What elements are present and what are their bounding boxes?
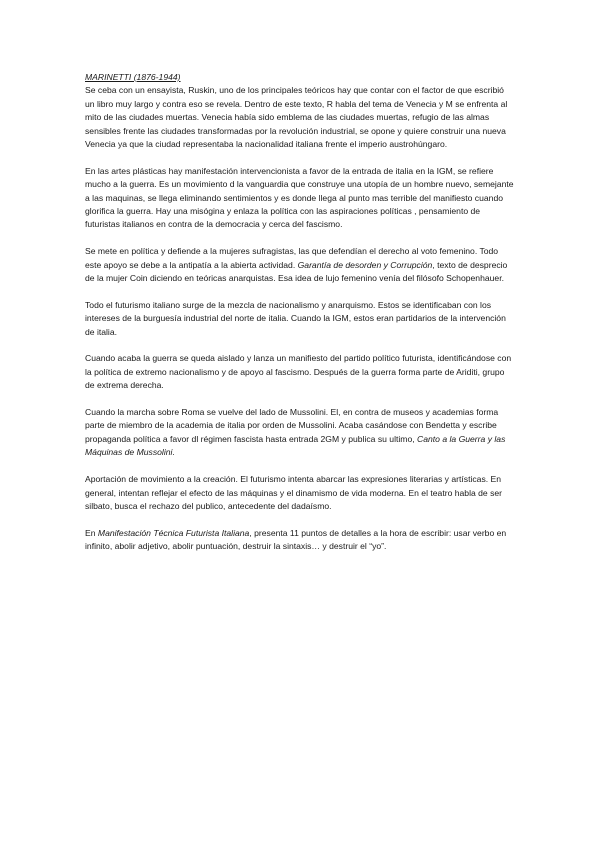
paragraph-text: , presenta 11 puntos de detalles a la hora de escribir: usar verbo en infinito, abolir adjetivo, abolir puntuación, destruir la sintaxis… y destruir el “yo”. [85, 527, 507, 552]
paragraph-text: En las artes plásticas hay manifestación intervencionista a favor de la entrada de italia en la IGM, se refiere mucho a la guerra. Es un movimiento d la vanguardia que construye una utopía de un hombre nuevo, semejante a las maquinas, se llega eliminando sentimientos y es donde llega al punto mas terrible del manifiesto cuando glorifica la guerra. Hay una misógina y enlaza la política con las aspiraciones políticas , pensamiento de futuristas italianos en contra de la democracia y cerca del fascismo. [85, 165, 514, 230]
paragraph-text: Todo el futurismo italiano surge de la mezcla de nacionalismo y anarquismo. Estos se identificaban con los intereses de la burguesía industrial del norte de italia. Cuando la IGM, estos eran partidarios de la intervención de italia. [85, 299, 506, 337]
paragraph-text: Se ceba con un ensayista, Ruskin, uno de los principales teóricos hay que contar con el factor de que escribió un libro muy largo y contra eso se revela. Dentro de este texto, R habla del tema de Venecia y M se enfrenta al mito de las ciudades muertas. Venecia había sido emblema de las ciudades muertas, refugio de las almas sensibles frente las ciudades transformadas por la revolución industrial, se opone y quiere construir una nueva Venecia ya que la ciudad representaba la nacionalidad italiana frente el imperio austrohúngaro. [85, 85, 508, 150]
paragraph [85, 245, 515, 285]
paragraph-text: Cuando acaba la guerra se queda aislado y lanza un manifiesto del partido político futurista, identificándose con la política de extremo nacionalismo y de apoyo al fascismo. Después de la guerra forma parte de Ariditi, grupo de extrema derecha. [85, 353, 512, 391]
paragraph-text: . [172, 447, 175, 458]
paragraph-text: , texto de desprecio de la mujer Coin diciendo en teóricas anarquistas. Esa idea de lujo femenino venía del filósofo Schopenhauer. [85, 259, 508, 284]
paragraph [85, 165, 515, 232]
paragraph-text: Aportación de movimiento a la creación. El futurismo intenta abarcar las expresiones literarias y artísticas. En general, intentan reflejar el efecto de las máquinas y el dinamismo de vida moderna. En el teatro habla de ser silbato, busca el rechazo del publico, antecedente del dadaísmo. [85, 474, 503, 511]
paragraph [85, 84, 515, 151]
italic-title-text: Manifestación Técnica Futurista Italiana [97, 527, 250, 538]
paragraph [85, 299, 515, 339]
paragraph-text: Cuando la marcha sobre Roma se vuelve del lado de Mussolini. El, en contra de museos y academias forma parte de miembro de la academia de italia por orden de Mussolini. Acaba casándose con Bendetta y escribe propaganda política a favor dl régimen fascista hasta entrada 2GM y publica su ultimo, [85, 407, 499, 444]
paragraph [85, 473, 515, 513]
document-body [85, 84, 515, 553]
italic-title-text: Garantía de desorden y Corrupción [297, 259, 433, 270]
italic-title-text: Canto a la Guerra y las Máquinas de Mussolini [85, 433, 506, 458]
paragraph [85, 527, 515, 554]
paragraph [85, 406, 515, 460]
document-title: MARINETTI (1876-1944) [85, 72, 181, 82]
paragraph-text: En [85, 527, 98, 538]
document-page [85, 71, 515, 567]
paragraph-text: Se mete en política y defiende a la mujeres sufragistas, las que defendían el derecho al voto femenino. Todo este apoyo se debe a la antipatía a la abierta actividad. [85, 246, 499, 270]
paragraph [85, 352, 515, 392]
